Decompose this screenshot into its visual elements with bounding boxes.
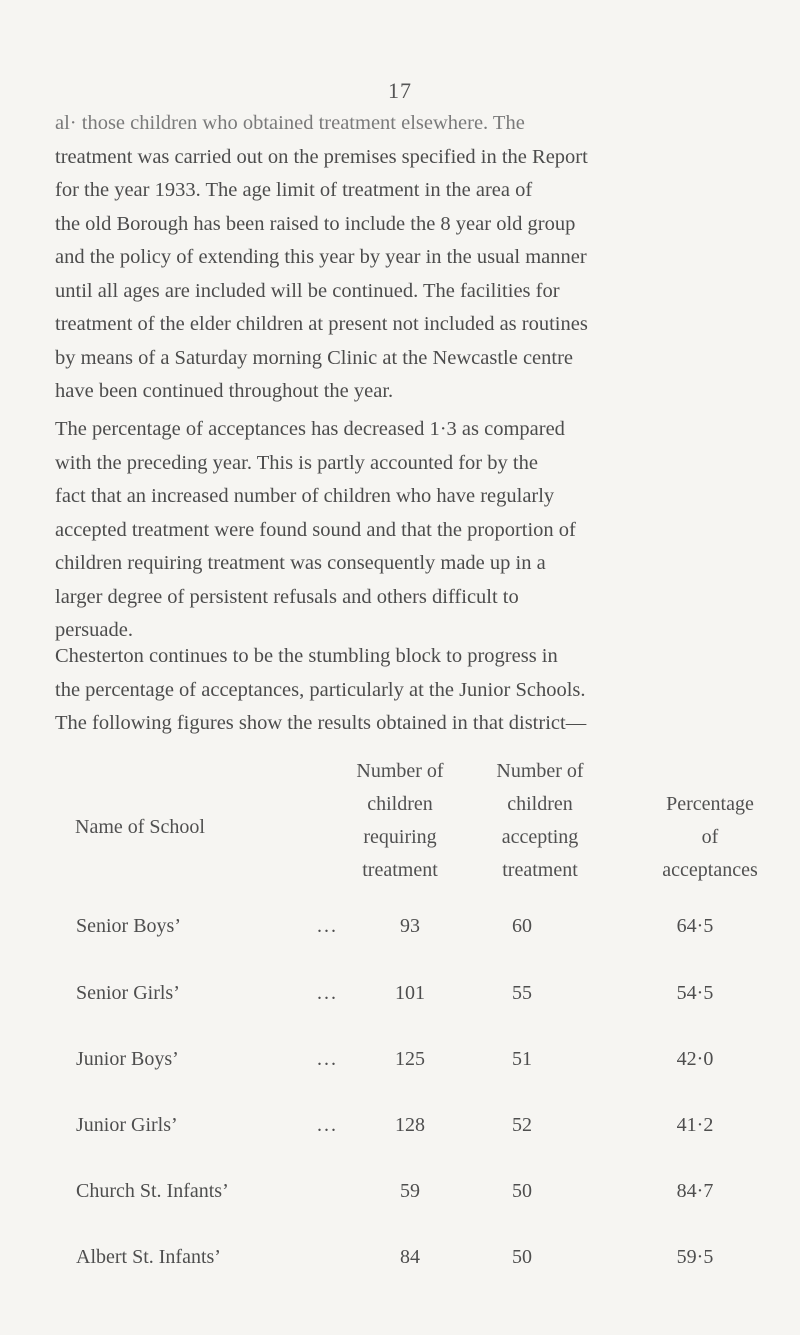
requiring-count: 59: [400, 1180, 420, 1202]
text-line: treatment was carried out on the premises specified in the Report: [55, 145, 588, 168]
header-line: Percentage: [666, 793, 754, 815]
school-name: Albert St. Infants’: [76, 1246, 221, 1268]
header-line: children: [507, 793, 573, 815]
leader-dots: ...: [317, 982, 338, 1004]
header-percentage-of-acceptances: [600, 788, 800, 887]
acceptance-percentage: 64·5: [676, 915, 714, 937]
text-line: by means of a Saturday morning Clinic at the Newcastle centre: [55, 346, 574, 369]
text-line: fact that an increased number of children who have regularly: [55, 485, 555, 507]
header-line: Number of: [496, 760, 584, 782]
text-line: and the policy of extending this year by year in the usual manner: [55, 246, 587, 268]
text-line: children requiring treatment was consequently made up in a: [55, 552, 546, 574]
acceptance-percentage: 54·5: [676, 982, 714, 1004]
requiring-count: 84: [400, 1246, 420, 1268]
requiring-count: 93: [400, 915, 420, 937]
accepting-count: 51: [512, 1048, 532, 1070]
leader-dots: ...: [317, 1114, 338, 1136]
text-line: until all ages are included will be continued. The facilities for: [55, 279, 560, 302]
school-name: Senior Girls’: [76, 982, 180, 1004]
accepting-count: 52: [512, 1114, 532, 1136]
page-number: 17: [388, 78, 412, 103]
text-line: larger degree of persistent refusals and others difficult to: [55, 585, 519, 608]
text-line: treatment of the elder children at present not included as routines: [55, 313, 588, 335]
text-line: with the preceding year. This is partly accounted for by the: [55, 451, 538, 474]
text-line: persuade.: [55, 619, 133, 641]
acceptance-percentage: 41·2: [676, 1114, 714, 1136]
table-row: [0, 1108, 800, 1142]
table-row: [0, 909, 800, 943]
requiring-count: 101: [395, 982, 425, 1004]
accepting-count: 55: [512, 982, 532, 1004]
table-row: [0, 1240, 800, 1274]
requiring-count: 125: [395, 1048, 425, 1070]
acceptance-percentage: 42·0: [676, 1048, 714, 1070]
text-line: the old Borough has been raised to include the 8 year old group: [55, 212, 576, 235]
text-line: have been continued throughout the year.: [55, 380, 394, 402]
accepting-count: 50: [512, 1246, 532, 1268]
text-line: Chesterton continues to be the stumbling block to progress in: [55, 645, 558, 667]
text-line: the percentage of acceptances, particularly at the Junior Schools.: [55, 678, 586, 701]
school-name: Senior Boys’: [76, 915, 181, 937]
paragraph-chesterton: [55, 640, 755, 741]
header-line: treatment: [502, 859, 578, 881]
text-line: for the year 1933. The age limit of treatment in the area of: [55, 179, 533, 201]
requiring-count: 128: [395, 1114, 425, 1136]
header-line: acceptances: [662, 859, 758, 881]
header-line: children: [367, 793, 433, 815]
header-line: of: [701, 826, 719, 848]
header-line: Number of: [356, 760, 444, 782]
paragraph-acceptances-decrease: [55, 413, 755, 648]
acceptance-percentage: 59·5: [676, 1246, 714, 1268]
header-line: Name of School: [75, 816, 205, 838]
accepting-count: 50: [512, 1180, 532, 1202]
header-line: accepting: [501, 826, 579, 848]
header-line: requiring: [363, 826, 437, 848]
school-name: Junior Girls’: [76, 1114, 178, 1136]
text-line: The percentage of acceptances has decreased 1·3 as compared: [55, 418, 565, 440]
acceptance-percentage: 84·7: [676, 1180, 714, 1202]
table-row: [0, 1174, 800, 1208]
school-name: Junior Boys’: [76, 1048, 179, 1070]
table-row: [0, 976, 800, 1010]
leader-dots: ...: [317, 1048, 338, 1070]
text-line: al· those children who obtained treatment elsewhere. The: [55, 112, 525, 134]
header-line: treatment: [362, 859, 438, 881]
accepting-count: 60: [512, 915, 532, 937]
text-line: accepted treatment were found sound and that the proportion of: [55, 518, 576, 541]
leader-dots: ...: [317, 915, 338, 937]
school-name: Church St. Infants’: [76, 1180, 229, 1202]
table-row: [0, 1042, 800, 1076]
header-name-of-school: [75, 811, 295, 844]
text-line: The following figures show the results obtained in that district—: [55, 712, 587, 734]
paragraph-treatment-arrangements: [55, 107, 755, 409]
